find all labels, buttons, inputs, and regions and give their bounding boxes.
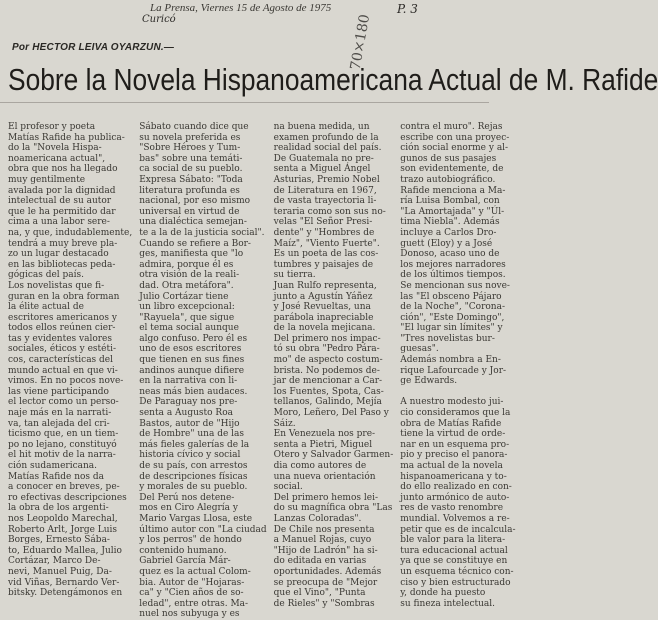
text-line: parábola inapreciable [273, 312, 374, 323]
text-line: neas más bien audaces. [139, 386, 248, 397]
text-line: cio consideramos que la [400, 408, 511, 419]
text-line: otra visión de la reali- [139, 270, 240, 281]
text-line: El profesor y poeta [8, 122, 96, 132]
text-line: obra de Matías Rafide [400, 418, 502, 429]
text-line: tellanos, Galindo, Mejía [273, 397, 382, 408]
text-line: de descripciones físicas [139, 471, 248, 482]
text-line: senta a Pietri, Miguel [273, 439, 373, 450]
text-line: tó su obra "Pedro Pára- [273, 344, 380, 355]
text-line: sociales, éticos y estéti- [8, 344, 116, 355]
text-line: y los perros" de hondo [139, 535, 242, 546]
text-line: historia cívico y social [139, 450, 241, 461]
text-line: una dialéctica semejan- [139, 217, 247, 228]
text-line: de su país, con arrestos [139, 461, 248, 471]
text-line: todos ellos reúnen cier- [8, 323, 116, 334]
text-line: y morales de su pueblo. [139, 482, 248, 493]
text-line: escribe con una proyec- [400, 132, 510, 143]
text-line: los mejores narradores [400, 259, 506, 270]
text-line: ción social enorme y al- [400, 143, 509, 154]
text-line: social. [273, 482, 303, 493]
text-line: de vasta trayectoria li- [273, 196, 377, 207]
text-line: ticismo que, en un tiem- [8, 429, 119, 440]
text-line: Matías Rafide ha publica- [8, 132, 125, 143]
text-line: una nueva orientación [273, 471, 376, 482]
text-line: universal en virtud de [139, 206, 240, 217]
text-line: el tema social aunque [139, 323, 239, 334]
text-line: los Fuentes, Spota, Cas- [273, 386, 384, 397]
text-line: bas" sobre una temáti- [139, 153, 243, 164]
text-line: ges, manifiesta que "lo [139, 249, 244, 260]
text-line: junto a Agustín Yáñez [273, 291, 373, 302]
text-line: va, tan alejada del cri- [8, 418, 110, 429]
text-line: Cuando se refiere a Bor- [139, 238, 251, 249]
text-line: te a la de la justicia social". [139, 227, 265, 238]
text-line: hispanoamericana y to- [400, 471, 507, 482]
text-line: intelectual de su autor [8, 196, 112, 207]
text-line: ría Luisa Bombal, con [400, 196, 500, 207]
text-line: mo" de aspecto costum- [273, 355, 383, 366]
text-line: contra el muro". Rejas [400, 122, 503, 132]
text-line: Del primero hemos lei- [273, 492, 378, 503]
text-line: de Literatura en 1967, [273, 185, 377, 196]
text-line: do ello realizado en con- [400, 482, 512, 493]
text-line: A nuestro modesto jui- [400, 397, 504, 408]
text-line: tumbres y paisajes de [273, 259, 374, 270]
text-line: muy gentilmente [8, 174, 86, 185]
text-line: que tienen en sus fines [139, 355, 245, 366]
text-line: guett (Eloy) y a José [400, 238, 493, 249]
text-line: las viene participando [8, 386, 109, 397]
text-column-4 [400, 122, 516, 609]
text-line: nevi, Manuel Puig, Da- [8, 566, 112, 577]
text-line: jar de mencionar a Car- [273, 376, 383, 387]
text-line: ca" y "Cien años de so- [139, 588, 244, 599]
text-line: examen profundo de la [273, 132, 379, 143]
text-line: ble valor para la litera- [400, 535, 506, 546]
text-line: po no lejano, constituyó [8, 439, 117, 450]
text-line: petir que es de incalcula- [400, 524, 516, 535]
text-line: el hit motiv de la narra- [8, 450, 116, 461]
text-line: ma actual de la novela [400, 461, 503, 471]
text-line: son evidentemente, de [400, 164, 504, 175]
text-line: "Sobre Héroes y Tum- [139, 143, 241, 154]
text-line: y José Revueltas, una [273, 302, 371, 313]
text-line: incluye a Carlos Dro- [400, 227, 497, 238]
text-line: guesas". [400, 344, 439, 355]
text-line: pio y preciso el panora- [400, 450, 508, 461]
handwritten-note-page: P. 3 [397, 2, 418, 16]
text-line: trazo autobiográfico. [400, 174, 496, 185]
text-line: de los últimos tiempos. [400, 270, 506, 281]
text-column-1 [8, 122, 132, 600]
text-line: tima Niebla". Además [400, 217, 500, 228]
text-line: la obra de los argenti- [8, 503, 109, 514]
text-line: na, y que, indudablemente, [8, 227, 133, 238]
text-line: De Chile nos presenta [273, 524, 375, 535]
text-line: nos Leopoldo Marechal, [8, 513, 118, 524]
text-line: de Rieles" y "Sombras [273, 598, 375, 609]
text-line: de la novela mejicana. [273, 323, 376, 334]
text-line: su tierra. [273, 270, 316, 281]
text-line: ción", "Este Domingo", [400, 312, 505, 323]
text-line: último autor con "La ciudad [139, 524, 267, 535]
text-line: brista. No podemos de- [273, 365, 380, 376]
text-line: algo confuso. Pero él es [139, 333, 248, 344]
text-line: Asturias, Premio Nobel [273, 174, 380, 185]
text-line: a Manuel Rojas, cuyo [273, 535, 372, 546]
text-line: de la Noche", "Corona- [400, 302, 505, 313]
text-line: las "El obsceno Pájaro [400, 291, 502, 302]
byline: Por HECTOR LEIVA OYARZUN.— [12, 42, 175, 53]
text-line: a conocer en breves, pe- [8, 482, 120, 493]
text-line: na buena medida, un [273, 122, 370, 132]
text-line: que el Vino", "Punta [273, 588, 366, 599]
text-line: dad. Otra metáfora". [139, 280, 234, 291]
text-line: De Paraguay nos pre- [139, 397, 238, 408]
text-line: to, Eduardo Mallea, Julio [8, 545, 122, 556]
text-line: tas y evidentes valores [8, 333, 112, 344]
text-line: cos, características del [8, 355, 114, 366]
text-line: avalada por la dignidad [8, 185, 116, 196]
text-line: su fineza intelectual. [400, 598, 496, 609]
text-line: Se mencionan sus nove- [400, 280, 510, 291]
text-line: guran en la obra forman [8, 291, 120, 302]
text-line: res de vasto renombre [400, 503, 504, 514]
text-line: Roberto Arlt, Jorge Luis [8, 524, 118, 535]
text-column-2 [139, 122, 267, 620]
text-line: Otero y Salvador Garmen- [273, 450, 394, 461]
text-line: ge Edwards. [400, 376, 458, 387]
text-line: nacional, por eso mismo [139, 196, 251, 207]
text-line: Lanzas Coloradas". [273, 513, 362, 524]
text-line: cima a una labor sere- [8, 217, 110, 228]
text-line: mundo actual en que vi- [8, 365, 118, 376]
text-line: do su magnífica obra "Las [273, 503, 393, 514]
text-line [400, 387, 515, 398]
newspaper-dateline: La Prensa, Viernes 15 de Agosto de 1975 [150, 2, 332, 14]
text-line: andinos aunque difiere [139, 365, 245, 376]
text-line: en la narrativa con li- [139, 376, 238, 387]
text-line: oportunidades. Además [273, 566, 382, 577]
text-line: Gabriel García Már- [139, 556, 231, 567]
text-line: Es un poeta de las cos- [273, 249, 379, 260]
text-line: el lector como un perso- [8, 397, 119, 408]
text-line: la élite actual de [8, 302, 85, 313]
text-line: contenido humano. [139, 545, 227, 556]
text-line: literatura profunda es [139, 185, 240, 196]
article-body [8, 122, 516, 620]
text-column-3 [273, 122, 394, 609]
headline-rule [0, 102, 489, 103]
text-line: ledad", entre otras. Ma- [139, 598, 249, 609]
text-line: vid Viñas, Bernardo Ver- [8, 577, 120, 588]
text-line: noamericana actual", [8, 153, 106, 164]
text-line: escritores americanos y [8, 312, 117, 323]
text-line: gógicas del país. [8, 270, 85, 281]
text-line: Además nombra a En- [400, 355, 501, 366]
text-line: En Venezuela nos pre- [273, 429, 376, 440]
text-line: "Rayuela", que sigue [139, 312, 235, 323]
text-line: Del primero nos impac- [273, 333, 381, 344]
handwritten-note-city: Curicó [142, 14, 176, 25]
text-line: un esquema técnico con- [400, 566, 514, 577]
text-line: quez es la actual Colom- [139, 566, 251, 577]
text-line: Maíz", "Viento Fuerte". [273, 238, 380, 249]
text-line: do la "Novela Hispa- [8, 143, 102, 154]
text-line: senta a Augusto Roa [139, 408, 233, 419]
text-line: "La Amortajada" y "Úl- [400, 206, 505, 217]
text-line: realidad social del país. [273, 143, 382, 154]
text-line: Expresa Sábato: "Toda [139, 174, 243, 185]
text-line: Rafide menciona a Ma- [400, 185, 506, 196]
text-line: ción sudamericana. [8, 461, 98, 471]
text-line: "El lugar sin límites" y [400, 323, 503, 334]
text-line: teraria como son sus no- [273, 206, 386, 217]
text-line: Matías Rafide nos da [8, 471, 105, 482]
text-line: Borges, Ernesto Sába- [8, 535, 110, 546]
text-line: que le ha permitido dar [8, 206, 116, 217]
text-line: De Guatemala no pre- [273, 153, 374, 164]
text-line: se preocupa de "Mejor [273, 577, 378, 588]
text-line: de Hombre" una de las [139, 429, 245, 440]
text-line: tendrá a muy breve pla- [8, 238, 118, 249]
article-headline: Sobre la Novela Hispanoamericana Actual de M. Rafide [8, 62, 658, 97]
text-line: obra que nos ha llegado [8, 164, 118, 175]
text-line: Juan Rulfo representa, [273, 280, 377, 291]
text-line: "Tres novelistas bur- [400, 333, 495, 344]
text-line: Sáiz. [273, 418, 296, 429]
text-line: admira, porque él es [139, 259, 234, 270]
text-line: senta a Miguel Ángel [273, 164, 371, 175]
text-line: naje más en la narrati- [8, 408, 112, 419]
text-line: bia. Autor de "Hojaras- [139, 577, 245, 588]
text-line: un libro excepcional: [139, 302, 235, 313]
handwritten-stamp: 70×180 [347, 13, 374, 72]
text-line: mundial. Volvemos a re- [400, 513, 510, 524]
text-line: nuel nos subyuga y es [139, 609, 240, 620]
text-line: Julio Cortázar tiene [139, 291, 229, 302]
text-line: mos en Ciro Alegría y [139, 503, 238, 514]
text-line: "Hijo de Ladrón" ha si- [273, 545, 378, 556]
text-line: junto armónico de auto- [400, 492, 510, 503]
text-line: Sábato cuando dice que [139, 122, 249, 132]
text-line: Del Perú nos detene- [139, 492, 235, 503]
text-line: dente" y "Hombres de [273, 227, 375, 238]
text-line: tura educacional actual [400, 545, 508, 556]
text-line: velas "El Señor Presi- [273, 217, 373, 228]
text-line: Moro, Leñero, Del Paso y [273, 408, 389, 419]
text-line: y, donde ha puesto [400, 588, 486, 599]
text-line: en las bibliotecas peda- [8, 259, 116, 270]
text-line: más fieles galerías de la [139, 439, 250, 450]
text-line: ro efectivas descripciones [8, 492, 127, 503]
text-line: nar en un esquema pro- [400, 439, 510, 450]
text-line: Donoso, acaso uno de [400, 249, 500, 260]
text-line: ya que se constituye en [400, 556, 508, 567]
text-line: vimos. En no pocos nove- [8, 376, 124, 387]
text-line: ciso y bien estructurado [400, 577, 511, 588]
text-line: Cortázar, Marco De- [8, 556, 101, 567]
text-line: Bastos, autor de "Hijo [139, 418, 240, 429]
text-line: dia como autores de [273, 461, 367, 471]
text-line: su novela preferida es [139, 132, 241, 143]
text-line: Mario Vargas Llosa, este [139, 513, 253, 524]
text-line: zo un lugar destacado [8, 249, 109, 260]
text-line: ca social de su pueblo. [139, 164, 243, 175]
text-line: uno de esos escritores [139, 344, 242, 355]
text-line: do editada en varias [273, 556, 367, 567]
text-line: rique Lafourcade y Jor- [400, 365, 507, 376]
text-line: gunos de sus pasajes [400, 153, 497, 164]
text-line: tiene la virtud de orde- [400, 429, 506, 440]
text-line: bitsky. Detengámonos en [8, 588, 123, 599]
text-line: Los novelistas que fi- [8, 280, 105, 291]
